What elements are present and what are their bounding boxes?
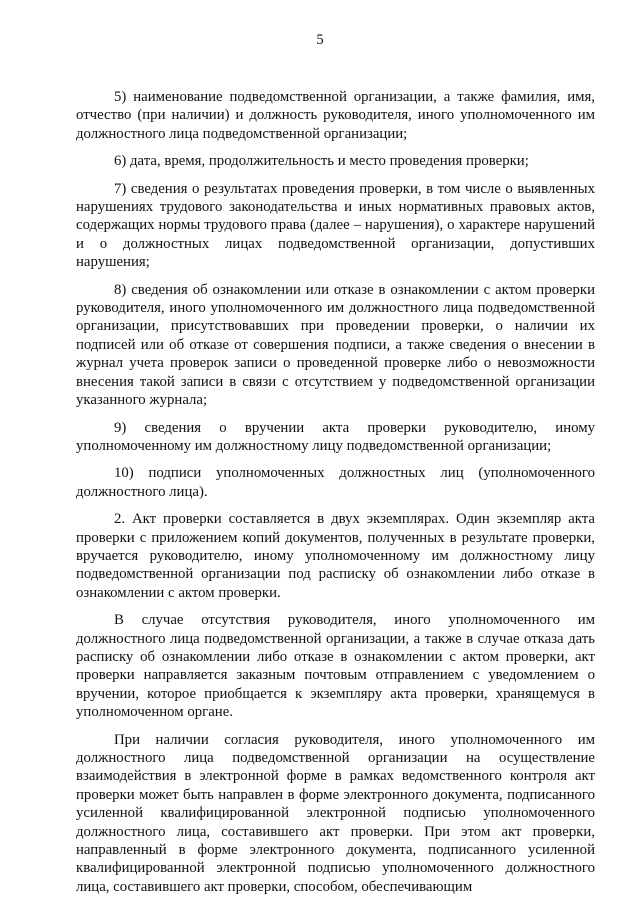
paragraph-absence-case: В случае отсутствия руководителя, иного уполномоченного им должностного лица подведомственной организации, а также в случае отказа дать расписку об ознакомлении либо отказе в ознакомлении с актом проверки, акт проверки направляется заказным почтовым отправлением с уведомлением о вручении, которое приобщается к экземпляру акта проверки, хранящемуся в уполномоченном органе. [76,612,595,721]
paragraph-item-5: 5) наименование подведомственной организации, а также фамилия, имя, отчество (при наличии) и должность руководителя, иного уполномоченного им должностного лица подведомственной организации; [76,89,595,142]
paragraph-item-6: 6) дата, время, продолжительность и место проведения проверки; [114,153,529,170]
paragraph-section-2: 2. Акт проверки составляется в двух экземплярах. Один экземпляр акта проверки с приложением копий документов, полученных в результате проверки, вручается руководителю, иному уполномоченному им должностному лицу подведомственной организации под расписку об ознакомлении либо отказе в ознакомлении с актом проверки. [76,511,595,601]
paragraph-item-7: 7) сведения о результатах проведения проверки, в том числе о выявленных нарушениях трудового законодательства и иных нормативных правовых актов, содержащих нормы трудового права (далее – нарушения), о характере нарушений и о должностных лицах подведомственной организации, допустивших нарушения; [76,180,595,271]
document-body [76,88,595,896]
paragraph-item-10: 10) подписи уполномоченных должностных лиц (уполномоченного должностного лица). [76,465,595,500]
paragraph-item-9: 9) сведения о вручении акта проверки руководителю, иному уполномоченному им должностному лицу подведомственной организации; [76,419,595,454]
page-number: 5 [316,32,324,48]
paragraph-electronic-form: При наличии согласия руководителя, иного уполномоченного им должностного лица подведомственной организации на осуществление взаимодействия в электронной форме в рамках ведомственного контроля акт проверки может быть направлен в форме электронного документа, подписанного усиленной квалифицированной электронной подписью уполномоченного должностного лица, составившего акт проверки. При этом акт проверки, направленный в форме электронного документа, подписанного усиленной квалифицированной электронной подписью уполномоченного должностного лица, составившего акт проверки, способом, обеспечивающим [76,731,595,895]
paragraph-item-8: 8) сведения об ознакомлении или отказе в ознакомлении с актом проверки руководителя, иного уполномоченного им должностного лица подведомственной организации, присутствовавших при проведении проверки, о наличии их подписей или об отказе от совершения подписи, а также сведения о внесении в журнал учета проверок записи о проведенной проверке либо о невозможности внесения такой записи в связи с отсутствием у подведомственной организации указанного журнала; [76,281,595,409]
